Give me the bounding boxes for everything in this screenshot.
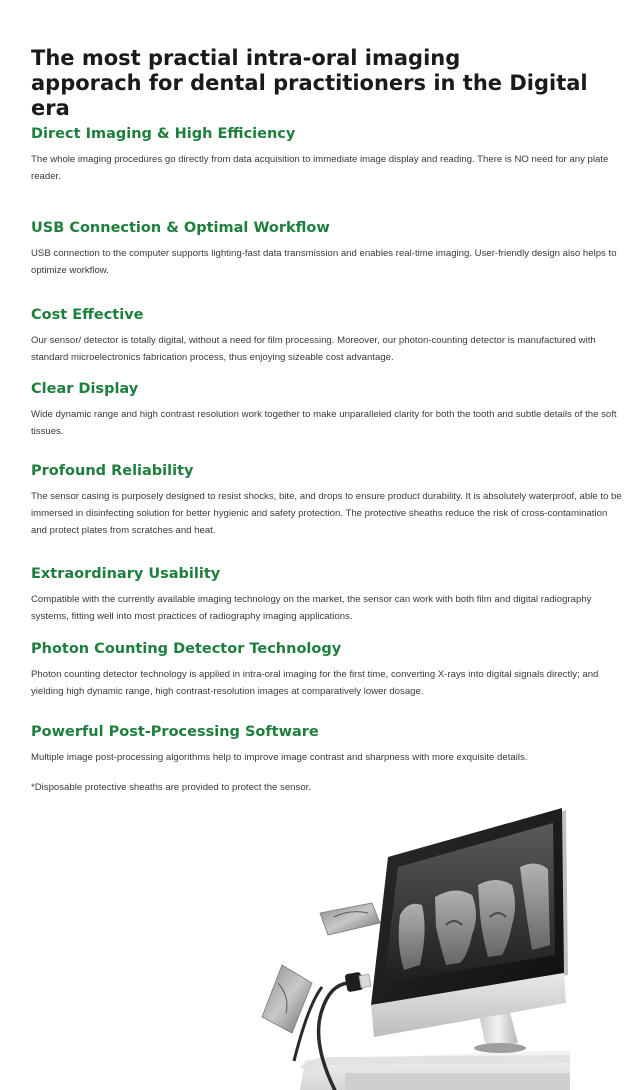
feature-description: The whole imaging procedures go directly from data acquisition to immediate image display and reading. There is NO need for any plate reader. — [31, 154, 609, 182]
feature-heading: Cost Effective — [31, 307, 144, 323]
feature-description: Multiple image post-processing algorithms help to improve image contrast and sharpness with more exquisite details. — [31, 752, 528, 763]
page-title-line-1: The most practial intra-oral imaging — [31, 46, 461, 70]
feature-photon-counting — [31, 639, 631, 700]
usb-plug-icon — [345, 972, 371, 993]
page-title-line-2: apporach for dental practitioners in the Digital era — [31, 71, 588, 120]
feature-profound-reliability — [31, 461, 631, 539]
feature-heading: Clear Display — [31, 381, 139, 397]
feature-clear-display — [31, 379, 631, 440]
page-title — [31, 46, 621, 121]
feature-description: Compatible with the currently available imaging technology on the market, the sensor can work with both film and digital radiography systems, fitting well into most practices of radiography imaging applications. — [31, 594, 592, 622]
monitor-icon — [371, 808, 568, 1037]
feature-description: The sensor casing is purposely designed to resist shocks, bite, and drops to ensure product durability. It is absolutely waterproof, able to be immersed in disinfecting solution for better hygienic and safety protection. The protective sheaths reduce the risk of cross-contamination and protect plates from scratches and heat. — [31, 491, 622, 536]
feature-extraordinary-usability — [31, 564, 631, 625]
feature-heading: USB Connection & Optimal Workflow — [31, 220, 330, 236]
feature-description: Wide dynamic range and high contrast resolution work together to make unparalleled clarity for both the tooth and subtle details of the soft tissues. — [31, 409, 617, 437]
feature-usb-connection — [31, 218, 631, 279]
feature-heading: Powerful Post-Processing Software — [31, 724, 319, 740]
feature-direct-imaging — [31, 124, 631, 185]
feature-description: USB connection to the computer supports lighting-fast data transmission and enables real-time imaging. User-friendly design also helps to optimize workflow. — [31, 248, 617, 276]
dental-sensor-icon — [320, 903, 380, 935]
feature-post-processing — [31, 722, 631, 766]
sheath-footnote: *Disposable protective sheaths are provided to protect the sensor. — [31, 782, 311, 793]
feature-heading: Photon Counting Detector Technology — [31, 641, 342, 657]
feature-cost-effective — [31, 305, 631, 366]
feature-description: Our sensor/ detector is totally digital, without a need for film processing. Moreover, our photon-counting detector is manufactured with standard microelectronics fabrication process, thus enjoying sizeable cost advantage. — [31, 335, 596, 363]
feature-description: Photon counting detector technology is applied in intra-oral imaging for the first time, converting X-rays into digital signals directly; and yielding high dynamic range, high contrast-resolution images at comparatively lower dosage. — [31, 669, 599, 697]
product-illustration — [250, 805, 640, 1090]
feature-heading: Extraordinary Usability — [31, 566, 221, 582]
feature-heading: Direct Imaging & High Efficiency — [31, 126, 296, 142]
desk — [300, 1050, 570, 1090]
feature-heading: Profound Reliability — [31, 463, 194, 479]
